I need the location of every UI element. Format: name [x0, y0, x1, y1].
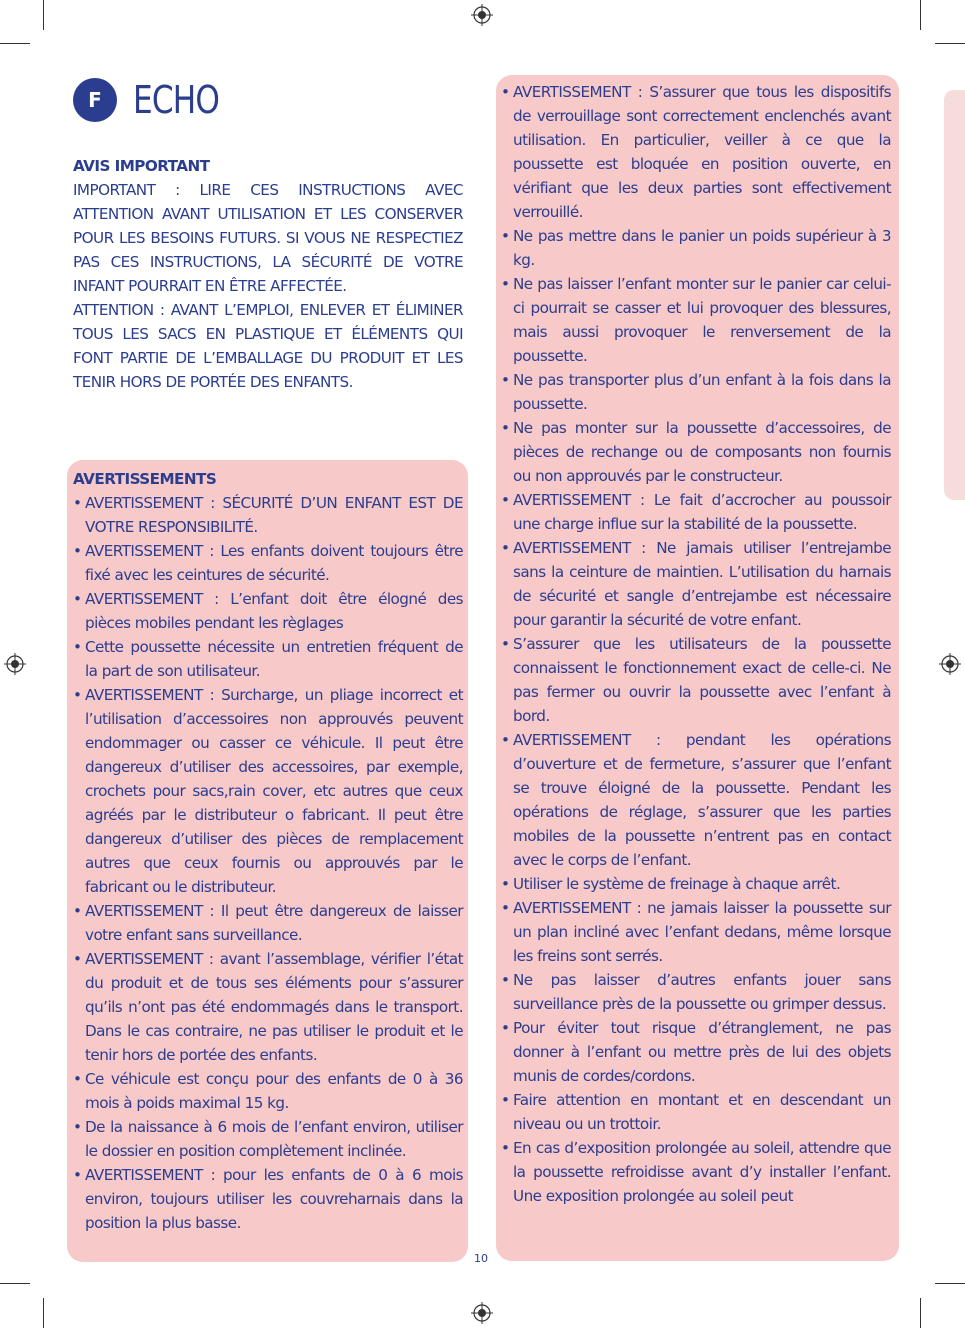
registration-mark-icon: [4, 653, 26, 675]
list-item: • AVERTISSEMENT : SÉCURITÉ D’UN ENFANT EST DE VOTRE RESPONSIBILITÉ.: [73, 491, 463, 539]
crop-mark: [0, 1283, 30, 1284]
warning-list: [73, 491, 463, 1235]
list-item: • AVERTISSEMENT : pour les enfants de 0 à 6 mois environ, toujours utiliser les couvreharnais dans la position la plus basse.: [73, 1163, 463, 1235]
crop-mark: [935, 43, 965, 44]
list-item: • AVERTISSEMENT : Le fait d’accrocher au poussoir une charge influe sur la stabilité de la poussette.: [501, 488, 891, 536]
list-item: • AVERTISSEMENT : Ne jamais utiliser l’entrejambe sans la ceinture de maintien. L’utilisation du harnais de sécurité et sangle d’entrejambe est nécessaire pour garantir la sécurité de votre enfant.: [501, 536, 891, 632]
warnings-column-right: [501, 80, 891, 1208]
registration-mark-icon: [939, 653, 961, 675]
side-tab: [944, 90, 965, 500]
list-item: • Ne pas mettre dans le panier un poids supérieur à 3 kg.: [501, 224, 891, 272]
list-item: • S’assurer que les utilisateurs de la poussette connaissent le fonctionnement exact de celle-ci. Ne pas fermer ou ouvrir la poussette avec l’enfant à bord.: [501, 632, 891, 728]
section-title: AVIS IMPORTANT: [73, 157, 210, 175]
crop-mark: [935, 1283, 965, 1284]
important-notice: [73, 154, 463, 394]
crop-mark: [920, 1298, 921, 1328]
list-item: • Ne pas monter sur la poussette d’accessoires, de pièces de rechange ou de composants non fournis ou non approuvés par le constructeur.: [501, 416, 891, 488]
list-item: • Ce véhicule est conçu pour des enfants de 0 à 36 mois à poids maximal 15 kg.: [73, 1067, 463, 1115]
list-item: • AVERTISSEMENT : S’assurer que tous les dispositifs de verrouillage sont correctement enclenchés avant utilisation. En particulier, veiller à ce que la poussette est bloquée en position ouverte, en vérifiant que les deux parties sont effectivement verrouillé.: [501, 80, 891, 224]
crop-mark: [0, 43, 30, 44]
list-item: • Ne pas transporter plus d’un enfant à la fois dans la poussette.: [501, 368, 891, 416]
list-item: • De la naissance à 6 mois de l’enfant environ, utiliser le dossier en position complètement inclinée.: [73, 1115, 463, 1163]
warnings-column-left: [73, 467, 463, 1235]
registration-mark-icon: [471, 1302, 493, 1324]
crop-mark: [43, 0, 44, 30]
page-title: ECHO: [133, 78, 220, 122]
list-item: • AVERTISSEMENT : L’enfant doit être élogné des pièces mobiles pendant les règlages: [73, 587, 463, 635]
section-title: AVERTISSEMENTS: [73, 470, 217, 488]
list-item: • AVERTISSEMENT : ne jamais laisser la poussette sur un plan incliné avec l’enfant dedans, même lorsque les freins sont serrés.: [501, 896, 891, 968]
page-header: [73, 78, 238, 122]
warning-list: [501, 80, 891, 1208]
language-badge: F: [73, 78, 117, 122]
paragraph: ATTENTION : AVANT L’EMPLOI, ENLEVER ET ÉLIMINER TOUS LES SACS EN PLASTIQUE ET ÉLÉMENTS QUI FONT PARTIE DE L’EMBALLAGE DU PRODUIT ET LES TENIR HORS DE PORTÉE DES ENFANTS.: [73, 301, 463, 391]
registration-mark-icon: [471, 4, 493, 26]
list-item: • AVERTISSEMENT : avant l’assemblage, vérifier l’état du produit et de tous ses éléments pour s’assurer qu’ils n’ont pas été endommagés dans le transport. Dans le cas contraire, ne pas utiliser le produit et le tenir hors de portée des enfants.: [73, 947, 463, 1067]
list-item: • AVERTISSEMENT : pendant les opérations d’ouverture et de fermeture, s’assurer que l’enfant se trouve éloigné de la poussette. Pendant les opérations de réglage, s’assurer que les parties mobiles de la poussette n’entrent pas en contact avec le corps de l’enfant.: [501, 728, 891, 872]
paragraph: IMPORTANT : LIRE CES INSTRUCTIONS AVEC ATTENTION AVANT UTILISATION ET LES CONSERVER POUR LES BESOINS FUTURS. SI VOUS NE RESPECTIEZ PAS CES INSTRUCTIONS, LA SÉCURITÉ DE VOTRE INFANT POURRAIT EN ÊTRE AFFECTÉE.: [73, 181, 463, 295]
page-number: 10: [474, 1252, 488, 1265]
list-item: • Cette poussette nécessite un entretien fréquent de la part de son utilisateur.: [73, 635, 463, 683]
list-item: • AVERTISSEMENT : Surcharge, un pliage incorrect et l’utilisation d’accessoires non approuvés peuvent endommager ou casser ce véhicule. Il peut être dangereux d’utiliser des accessoires, par exemple, crochets pour sacs,rain cover, etc autres que ceux agréés par le distributeur o fabricant. Il peut être dangereux d’utiliser des pièces de remplacement autres que ceux fournis ou approuvés par le fabricant ou le distributeur.: [73, 683, 463, 899]
list-item: • AVERTISSEMENT : Les enfants doivent toujours être fixé avec les ceintures de sécurité.: [73, 539, 463, 587]
list-item: • Ne pas laisser d’autres enfants jouer sans surveillance près de la poussette ou grimper dessus.: [501, 968, 891, 1016]
list-item: • Ne pas laisser l’enfant monter sur le panier car celui-ci pourrait se casser et lui provoquer des blessures, mais aussi provoquer le renversement de la poussette.: [501, 272, 891, 368]
list-item: • Faire attention en montant et en descendant un niveau ou un trottoir.: [501, 1088, 891, 1136]
list-item: • AVERTISSEMENT : Il peut être dangereux de laisser votre enfant sans surveillance.: [73, 899, 463, 947]
list-item: • Utiliser le système de freinage à chaque arrêt.: [501, 872, 891, 896]
crop-mark: [920, 0, 921, 30]
crop-mark: [43, 1298, 44, 1328]
list-item: • Pour éviter tout risque d’étranglement, ne pas donner à l’enfant ou mettre près de lui des objets munis de cordes/cordons.: [501, 1016, 891, 1088]
list-item: • En cas d’exposition prolongée au soleil, attendre que la poussette refroidisse avant d’y installer l’enfant. Une exposition prolongée au soleil peut: [501, 1136, 891, 1208]
